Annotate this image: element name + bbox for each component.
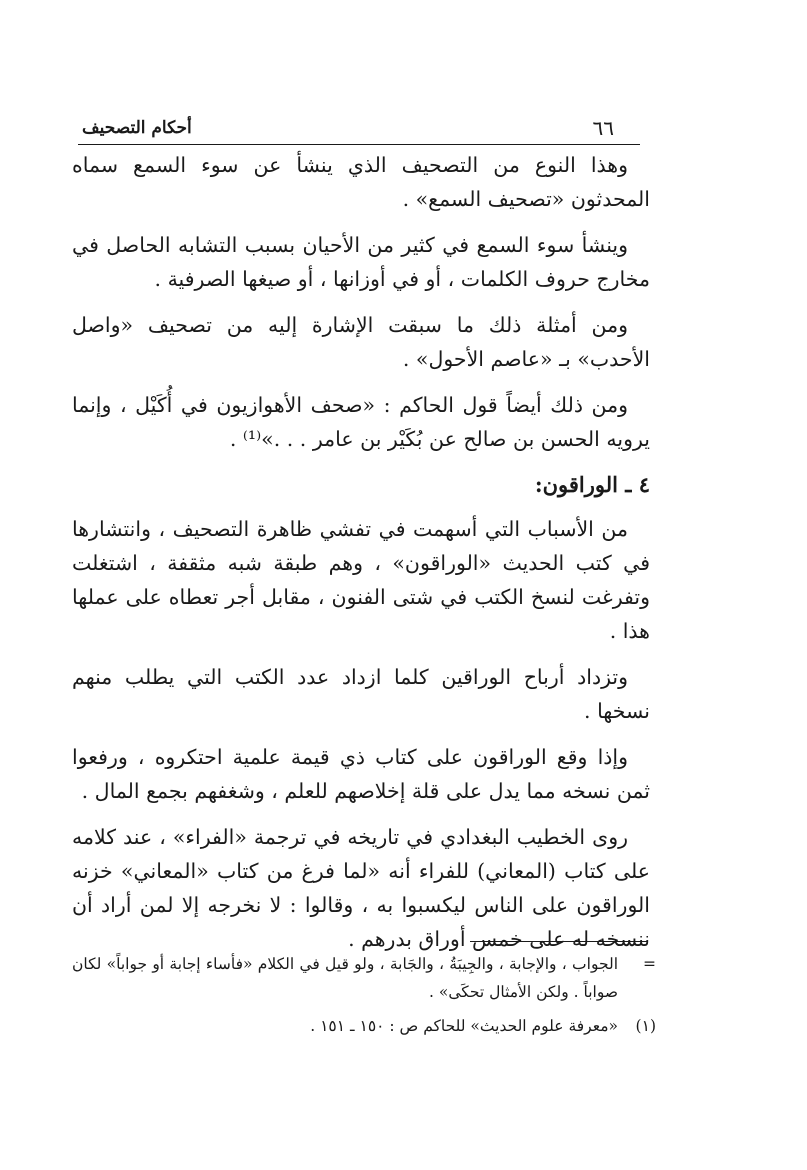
main-text [72,148,650,968]
paragraph: ومن ذلك أيضاً قول الحاكم : «صحف الأهوازيون في أُكَيْل ، وإنما يرويه الحسن بن صالح عن بُكَيْر بن عامر . . .»⁽¹⁾ . [72,393,650,451]
footnotes [72,950,656,1040]
section-heading: ٤ ـ الوراقون: [534,472,650,497]
footnote-marker: = [643,955,656,973]
footnote-marker: (١) [635,1017,656,1035]
paragraph: وينشأ سوء السمع في كثير من الأحيان بسبب التشابه الحاصل في مخارج حروف الكلمات ، أو في أوزانها ، أو صيغها الصرفية . [72,233,650,291]
paragraph: وتزداد أرباح الوراقين كلما ازداد عدد الكتب التي يطلب منهم نسخها . [72,665,650,723]
paragraph: من الأسباب التي أسهمت في تفشي ظاهرة التصحيف ، وانتشارها في كتب الحديث «الوراقون» ، وهم طبقة شبه مثقفة ، اشتغلت وتفرغت لنسخ الكتب في شتى الفنون ، مقابل أجر تعطاه على عملها هذا . [72,517,650,643]
footnote-text: الجواب ، والإجابة ، والجِيبَةُ ، والجَابة ، ولو قيل في الكلام «فأساء إجابة أو جواباً» لكان صواباً . ولكن الأمثال تحكَى» . [72,955,618,1001]
book-title: أحكام التصحيف [82,118,192,138]
paragraph: وإذا وقع الوراقون على كتاب ذي قيمة علمية احتكروه ، ورفعوا ثمن نسخه مما يدل على قلة إخلاصهم للعلم ، وشغفهم بجمع المال . [72,745,650,803]
page-number: ٦٦ [592,116,614,140]
page-header [78,114,640,145]
paragraph: ومن أمثلة ذلك ما سبقت الإشارة إليه من تصحيف «واصل الأحدب» بـ «عاصم الأحول» . [72,313,650,371]
footnote-text: «معرفة علوم الحديث» للحاكم ص : ١٥٠ ـ ١٥١ . [310,1017,618,1035]
footnote-divider [470,941,648,942]
footnote [72,950,656,1006]
paragraph: وهذا النوع من التصحيف الذي ينشأ عن سوء السمع سماه المحدثون «تصحيف السمع» . [72,153,650,211]
paragraph: روى الخطيب البغدادي في تاريخه في ترجمة «الفراء» ، عند كلامه على كتاب (المعاني) للفراء أنه «لما فرغ من كتاب «المعاني» خزنه الوراقون على الناس ليكسبوا به ، وقالوا : لا نخرجه إلا لمن أراد أن ننسخه له على خمس أوراق بدرهم . [72,825,650,951]
footnote [72,1012,656,1040]
